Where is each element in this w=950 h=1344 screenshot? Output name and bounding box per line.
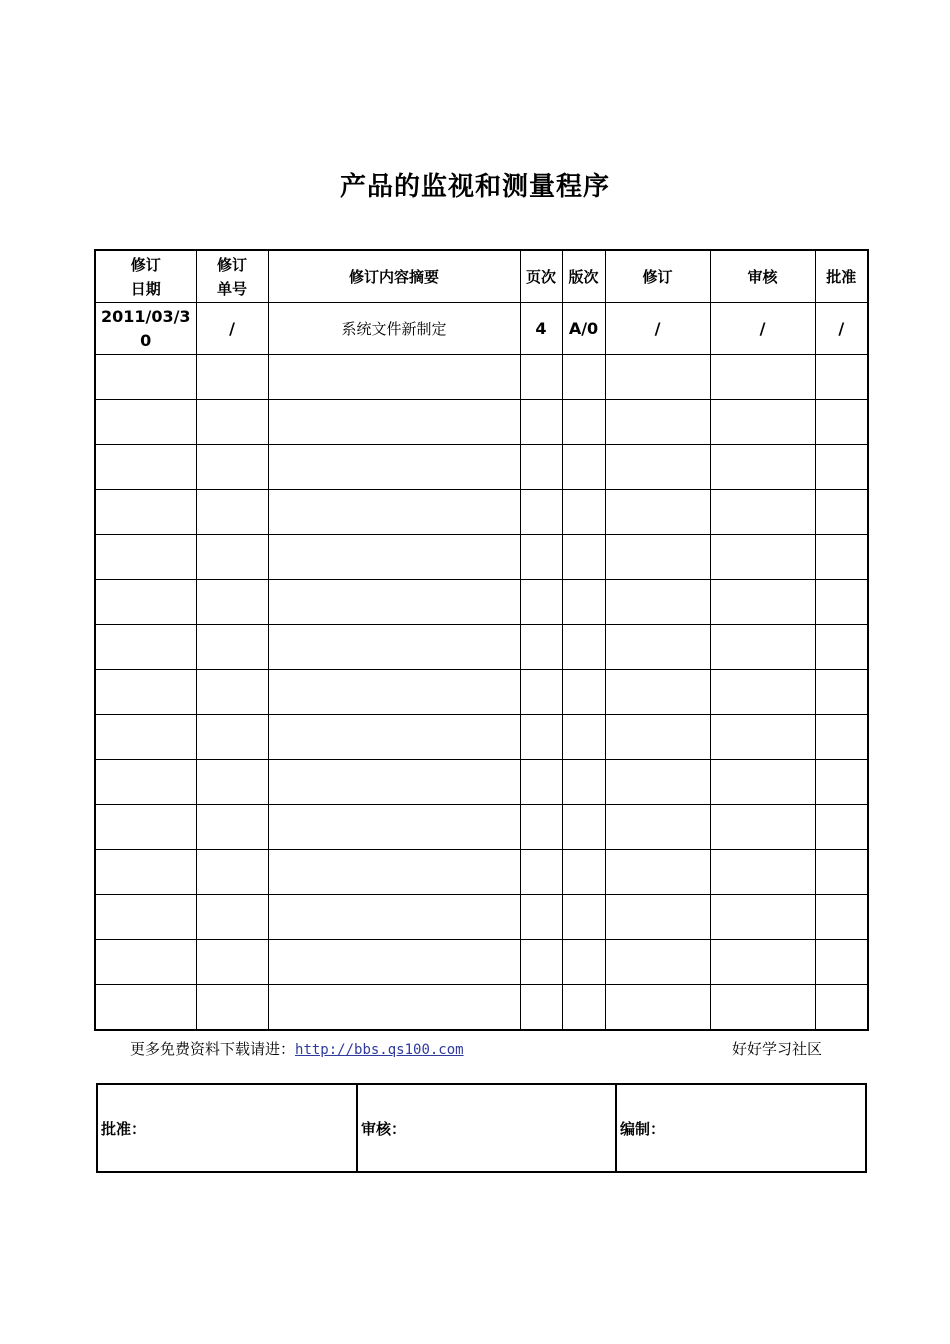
empty-cell[interactable] [520, 895, 562, 940]
empty-cell[interactable] [815, 400, 868, 445]
empty-cell[interactable] [268, 715, 520, 760]
empty-cell[interactable] [562, 985, 605, 1031]
table-row-empty [95, 985, 868, 1031]
footer-note-prefix: 更多免费资料下载请进： [130, 1040, 296, 1058]
empty-cell[interactable] [605, 985, 710, 1031]
table-row-empty [95, 625, 868, 670]
empty-cell[interactable] [605, 805, 710, 850]
empty-cell[interactable] [710, 535, 815, 580]
empty-cell[interactable] [95, 760, 196, 805]
cell-summary: 系统文件新制定 [268, 303, 520, 355]
empty-cell[interactable] [196, 805, 268, 850]
empty-cell[interactable] [268, 850, 520, 895]
empty-cell[interactable] [95, 490, 196, 535]
empty-cell[interactable] [268, 670, 520, 715]
header-revision-number-line2: 单号 [216, 279, 247, 298]
empty-cell[interactable] [520, 985, 562, 1031]
empty-cell[interactable] [815, 670, 868, 715]
empty-cell[interactable] [815, 850, 868, 895]
empty-cell[interactable] [520, 535, 562, 580]
empty-cell[interactable] [710, 400, 815, 445]
empty-cell[interactable] [95, 625, 196, 670]
empty-cell[interactable] [562, 940, 605, 985]
table-row-empty [95, 670, 868, 715]
empty-cell[interactable] [605, 535, 710, 580]
empty-cell[interactable] [95, 940, 196, 985]
empty-cell[interactable] [605, 625, 710, 670]
empty-cell[interactable] [815, 940, 868, 985]
compile-field[interactable]: 编制： [616, 1084, 866, 1172]
empty-cell[interactable] [196, 760, 268, 805]
empty-cell[interactable] [520, 445, 562, 490]
cell-reviewed-by: / [710, 303, 815, 355]
empty-cell[interactable] [710, 670, 815, 715]
page-title: 产品的监视和测量程序 [339, 172, 610, 202]
empty-cell[interactable] [710, 580, 815, 625]
empty-cell[interactable] [710, 805, 815, 850]
empty-cell[interactable] [196, 715, 268, 760]
approve-field[interactable]: 批准： [97, 1084, 357, 1172]
empty-cell[interactable] [562, 895, 605, 940]
empty-cell[interactable] [95, 805, 196, 850]
table-row-empty [95, 940, 868, 985]
review-field[interactable]: 审核： [357, 1084, 616, 1172]
table-row-empty [95, 400, 868, 445]
empty-cell[interactable] [520, 580, 562, 625]
header-revision-date-line1: 修订 [130, 255, 161, 274]
header-page: 页次 [520, 250, 562, 303]
empty-cell[interactable] [710, 445, 815, 490]
empty-cell[interactable] [95, 985, 196, 1031]
empty-cell[interactable] [562, 490, 605, 535]
empty-cell[interactable] [196, 850, 268, 895]
table-row-empty [95, 445, 868, 490]
empty-cell[interactable] [268, 805, 520, 850]
empty-cell[interactable] [95, 580, 196, 625]
cell-number: / [196, 303, 268, 355]
empty-cell[interactable] [605, 355, 710, 400]
empty-cell[interactable] [95, 445, 196, 490]
empty-cell[interactable] [710, 850, 815, 895]
empty-cell[interactable] [710, 355, 815, 400]
table-row-empty [95, 895, 868, 940]
empty-cell[interactable] [520, 670, 562, 715]
table-row-empty [95, 490, 868, 535]
empty-cell[interactable] [196, 670, 268, 715]
empty-cell[interactable] [520, 400, 562, 445]
empty-cell[interactable] [605, 940, 710, 985]
empty-cell[interactable] [815, 445, 868, 490]
empty-cell[interactable] [710, 625, 815, 670]
table-row-empty [95, 580, 868, 625]
empty-cell[interactable] [95, 850, 196, 895]
revision-table [94, 249, 869, 1031]
empty-cell[interactable] [815, 985, 868, 1031]
empty-cell[interactable] [196, 985, 268, 1031]
empty-cell[interactable] [196, 940, 268, 985]
empty-cell[interactable] [815, 760, 868, 805]
cell-approved-by: / [815, 303, 868, 355]
empty-cell[interactable] [520, 760, 562, 805]
empty-cell[interactable] [196, 580, 268, 625]
empty-cell[interactable] [710, 940, 815, 985]
empty-cell[interactable] [605, 670, 710, 715]
empty-cell[interactable] [268, 355, 520, 400]
empty-cell[interactable] [520, 940, 562, 985]
empty-cell[interactable] [710, 715, 815, 760]
empty-rows [95, 355, 868, 1031]
empty-cell[interactable] [196, 535, 268, 580]
empty-cell[interactable] [268, 625, 520, 670]
empty-cell[interactable] [815, 805, 868, 850]
empty-cell[interactable] [520, 625, 562, 670]
empty-cell[interactable] [268, 985, 520, 1031]
empty-cell[interactable] [95, 400, 196, 445]
empty-cell[interactable] [710, 985, 815, 1031]
empty-cell[interactable] [562, 715, 605, 760]
table-header-row [95, 250, 868, 303]
empty-cell[interactable] [520, 490, 562, 535]
footer-note [130, 1038, 464, 1059]
header-approved-by: 批准 [815, 250, 868, 303]
footer-link[interactable]: http://bbs.qs100.com [295, 1042, 464, 1058]
header-revision-number-line1: 修订 [216, 255, 247, 274]
empty-cell[interactable] [605, 850, 710, 895]
header-summary: 修订内容摘要 [268, 250, 520, 303]
empty-cell[interactable] [815, 715, 868, 760]
empty-cell[interactable] [562, 625, 605, 670]
header-revision-number [196, 250, 268, 303]
empty-cell[interactable] [815, 490, 868, 535]
empty-cell[interactable] [268, 490, 520, 535]
empty-cell[interactable] [562, 580, 605, 625]
empty-cell[interactable] [562, 805, 605, 850]
header-version: 版次 [562, 250, 605, 303]
empty-cell[interactable] [815, 580, 868, 625]
header-revised-by: 修订 [605, 250, 710, 303]
empty-cell[interactable] [562, 760, 605, 805]
empty-cell[interactable] [268, 400, 520, 445]
cell-date: 2011/03/30 [95, 303, 196, 355]
empty-cell[interactable] [562, 445, 605, 490]
empty-cell[interactable] [562, 850, 605, 895]
table-row-empty [95, 850, 868, 895]
empty-cell[interactable] [95, 895, 196, 940]
signature-row [97, 1084, 866, 1172]
table-row [95, 303, 868, 355]
empty-cell[interactable] [95, 535, 196, 580]
header-revision-date [95, 250, 196, 303]
empty-cell[interactable] [268, 760, 520, 805]
empty-cell[interactable] [605, 445, 710, 490]
table-row-empty [95, 760, 868, 805]
empty-cell[interactable] [196, 445, 268, 490]
empty-cell[interactable] [95, 715, 196, 760]
empty-cell[interactable] [196, 895, 268, 940]
empty-cell[interactable] [710, 490, 815, 535]
empty-cell[interactable] [196, 490, 268, 535]
empty-cell[interactable] [268, 535, 520, 580]
empty-cell[interactable] [95, 670, 196, 715]
empty-cell[interactable] [605, 580, 710, 625]
table-row-empty [95, 715, 868, 760]
table-row-empty [95, 805, 868, 850]
footer-community: 好好学习社区 [732, 1040, 823, 1058]
table-row-empty [95, 535, 868, 580]
empty-cell[interactable] [520, 715, 562, 760]
cell-revised-by: / [605, 303, 710, 355]
empty-cell[interactable] [562, 400, 605, 445]
empty-cell[interactable] [605, 895, 710, 940]
empty-cell[interactable] [815, 355, 868, 400]
empty-cell[interactable] [605, 760, 710, 805]
empty-cell[interactable] [562, 535, 605, 580]
empty-cell[interactable] [196, 625, 268, 670]
empty-cell[interactable] [520, 805, 562, 850]
empty-cell[interactable] [95, 355, 196, 400]
empty-cell[interactable] [605, 490, 710, 535]
empty-cell[interactable] [268, 940, 520, 985]
empty-cell[interactable] [815, 895, 868, 940]
empty-cell[interactable] [562, 670, 605, 715]
cell-version: A/0 [562, 303, 605, 355]
empty-cell[interactable] [710, 760, 815, 805]
empty-cell[interactable] [605, 715, 710, 760]
header-reviewed-by: 审核 [710, 250, 815, 303]
table-row-empty [95, 355, 868, 400]
empty-cell[interactable] [196, 400, 268, 445]
empty-cell[interactable] [268, 580, 520, 625]
cell-page: 4 [520, 303, 562, 355]
empty-cell[interactable] [562, 355, 605, 400]
empty-cell[interactable] [605, 400, 710, 445]
empty-cell[interactable] [268, 445, 520, 490]
empty-cell[interactable] [710, 895, 815, 940]
empty-cell[interactable] [268, 895, 520, 940]
empty-cell[interactable] [815, 535, 868, 580]
header-revision-date-line2: 日期 [130, 279, 161, 298]
empty-cell[interactable] [520, 355, 562, 400]
empty-cell[interactable] [196, 355, 268, 400]
signature-box [96, 1083, 867, 1173]
empty-cell[interactable] [520, 850, 562, 895]
empty-cell[interactable] [815, 625, 868, 670]
